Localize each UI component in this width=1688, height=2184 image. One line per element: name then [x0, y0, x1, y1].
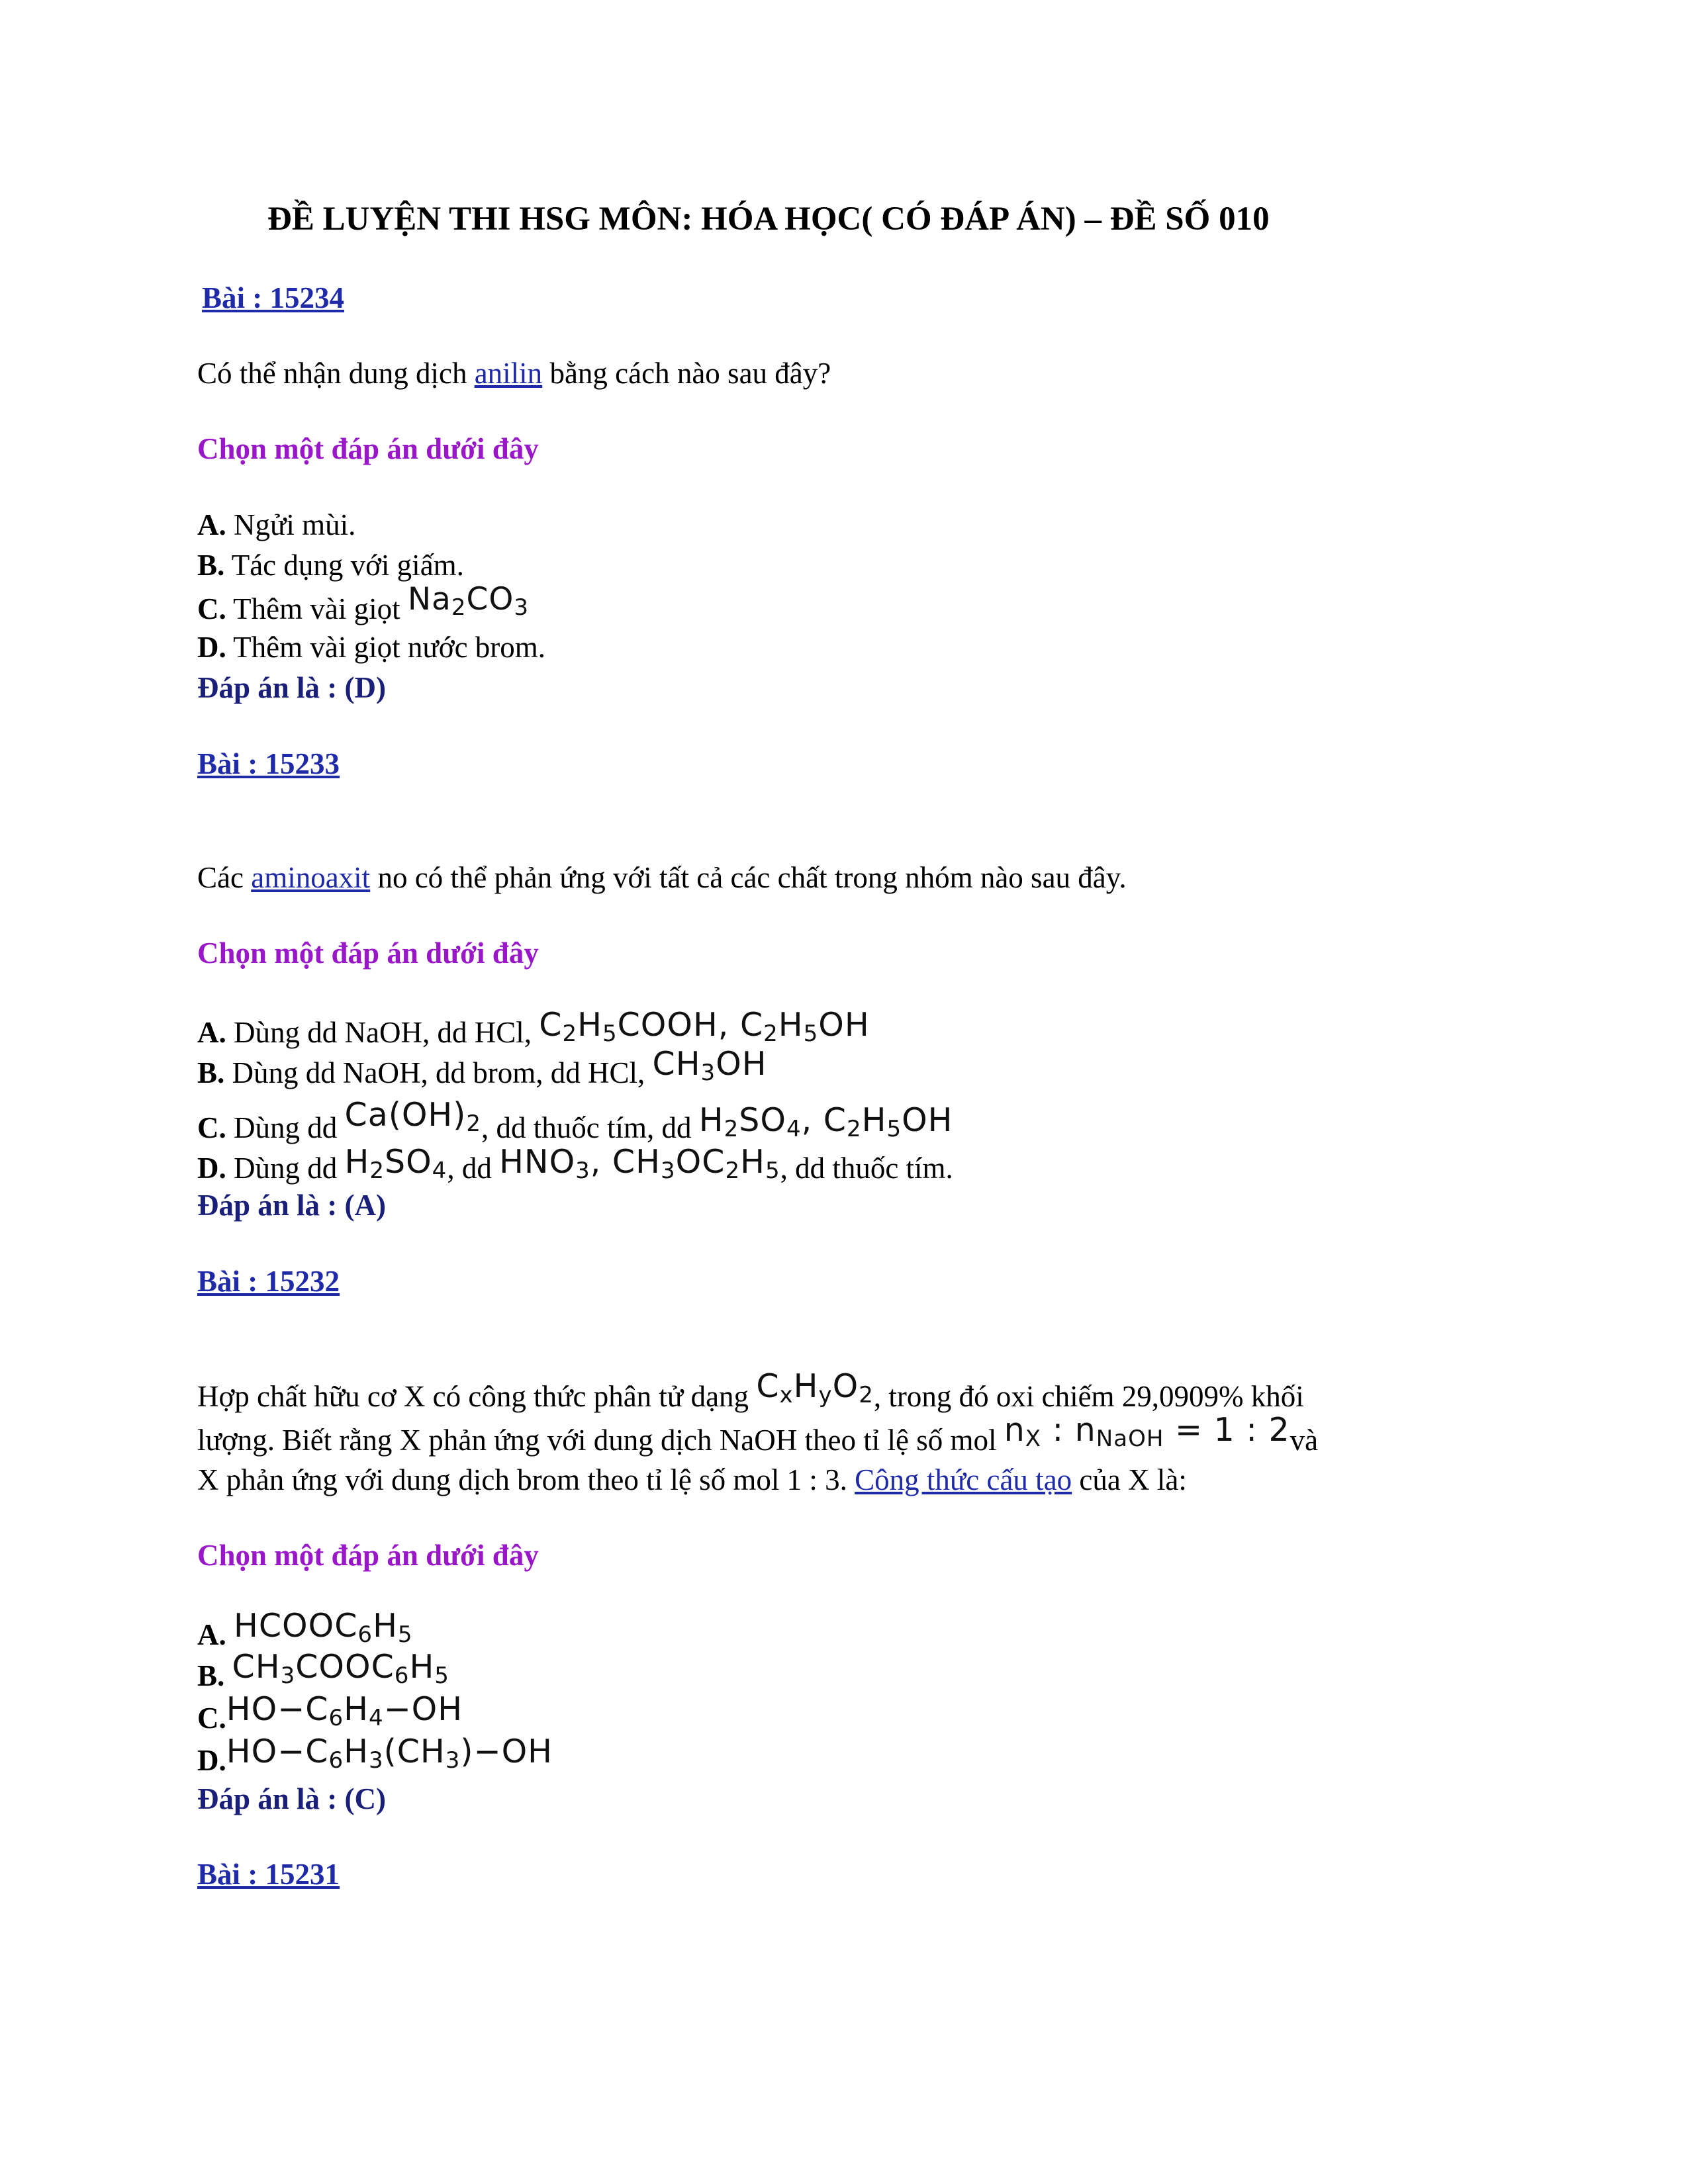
q1-a-text: Ngửi mùi.	[226, 508, 356, 541]
page-title: ĐỀ LUYỆN THI HSG MÔN: HÓA HỌC( CÓ ĐÁP ÁN) – ĐỀ SỐ 010	[267, 201, 1270, 238]
q3-option-d	[197, 1733, 553, 1782]
q1-text-after: bằng cách nào sau đây?	[542, 357, 831, 390]
q3-text-line-2	[197, 1411, 1319, 1461]
q3-l1-after: , trong đó oxi chiếm 29,0909% khối	[873, 1380, 1304, 1413]
q3-b-formula: $CH_3COOC_6H_5$	[232, 1648, 449, 1689]
q1-option-d	[197, 630, 545, 664]
q1-b-text: Tác dụng với giấm.	[224, 549, 464, 582]
q3-answer: Đáp án là : (C)	[197, 1782, 387, 1815]
q1-d-text: Thêm vài giọt nước brom.	[226, 631, 546, 664]
q1-a-letter: A.	[197, 508, 226, 541]
q2-option-a	[197, 1006, 870, 1054]
q1-d-letter: D.	[197, 631, 226, 664]
q3-b-letter: B.	[197, 1659, 225, 1692]
q2-choose-label: Chọn một đáp án dưới đây	[197, 936, 539, 970]
q3-a-formula: $HCOOC_6H_5$	[234, 1607, 413, 1648]
q2-option-d	[197, 1143, 953, 1189]
question-3-heading[interactable]: Bài : 15232	[197, 1265, 340, 1298]
q2-c-formula-2: $H_2SO_4$, $C_2H_5OH$	[698, 1101, 953, 1142]
q2-a-formula: $C_2H_5COOH$, $C_2H_5OH$	[539, 1006, 870, 1047]
q3-l3-before: X phản ứng với dung dịch brom theo tỉ lệ số mol 1 : 3.	[197, 1463, 855, 1496]
q2-d-text: Dùng dd	[226, 1152, 345, 1185]
q2-b-formula: $CH_3OH$	[652, 1045, 767, 1086]
aminoaxit-link[interactable]: aminoaxit	[251, 861, 371, 894]
mole-ratio-formula: $n_X$ : $n_{NaOH} = 1$ : 2	[1004, 1411, 1290, 1452]
q2-d-mid: , dd	[447, 1152, 500, 1185]
q3-l2-before: lượng. Biết rằng X phản ứng với dung dịch NaOH theo tỉ lệ số mol	[197, 1424, 1004, 1457]
question-2-text	[197, 860, 1127, 895]
q3-a-letter: A.	[197, 1618, 226, 1651]
q1-c-letter: C.	[197, 592, 226, 625]
q2-option-b	[197, 1045, 767, 1094]
q1-b-letter: B.	[197, 549, 225, 582]
q2-text-before: Các	[197, 861, 252, 894]
q1-option-c	[197, 581, 529, 630]
question-1-heading[interactable]: Bài : 15234	[202, 281, 345, 314]
q1-choose-label: Chọn một đáp án dưới đây	[197, 432, 539, 465]
question-4-heading[interactable]: Bài : 15231	[197, 1858, 340, 1891]
q1-answer: Đáp án là : (D)	[197, 671, 387, 704]
q3-text-line-3	[197, 1463, 1187, 1497]
q3-l3-after: của X là:	[1072, 1463, 1187, 1496]
q3-d-formula: $HO-C_6H_3(CH_3)-OH$	[226, 1733, 553, 1774]
question-1-text	[197, 356, 831, 390]
q2-d-end: , dd thuốc tím.	[780, 1152, 953, 1185]
q2-answer: Đáp án là : (A)	[197, 1189, 387, 1222]
q2-c-formula-1: $Ca(OH)_2$	[344, 1096, 482, 1137]
q1-option-a	[197, 508, 355, 542]
q3-choose-label: Chọn một đáp án dưới đây	[197, 1539, 539, 1572]
q3-l2-after: và	[1289, 1424, 1319, 1457]
q2-c-text: Dùng dd	[226, 1111, 345, 1144]
q2-d-letter: D.	[197, 1152, 226, 1185]
q2-d-formula-2: $HNO_3$, $CH_3OC_2H_5$	[499, 1143, 780, 1184]
q2-c-mid: , dd thuốc tím, dd	[481, 1111, 699, 1144]
anilin-link[interactable]: anilin	[474, 357, 543, 390]
q1-option-b	[197, 548, 464, 582]
q2-a-letter: A.	[197, 1016, 226, 1049]
question-2-heading[interactable]: Bài : 15233	[197, 747, 340, 780]
q1-text-before: Có thể nhận dung dịch	[197, 357, 475, 390]
cxhyo2-formula: $C_xH_yO_2$	[756, 1367, 874, 1408]
q2-text-after: no có thể phản ứng với tất cả các chất trong nhóm nào sau đây.	[370, 861, 1127, 894]
q3-l1-before: Hợp chất hữu cơ X có công thức phân tử dạng	[197, 1380, 757, 1413]
q2-a-text: Dùng dd NaOH, dd HCl,	[226, 1016, 539, 1049]
q3-c-formula: $HO-C_6H_4-OH$	[226, 1690, 463, 1731]
q2-b-text: Dùng dd NaOH, dd brom, dd HCl,	[224, 1056, 653, 1089]
q2-b-letter: B.	[197, 1056, 225, 1089]
q2-c-letter: C.	[197, 1111, 226, 1144]
q3-c-letter: C.	[197, 1702, 226, 1735]
na2co3-formula: $Na_2CO_3$	[407, 581, 529, 621]
q1-c-text: Thêm vài giọt	[226, 592, 408, 625]
q2-d-formula-1: $H_2SO_4$	[344, 1143, 447, 1184]
q3-d-letter: D.	[197, 1744, 226, 1777]
cong-thuc-cau-tao-link[interactable]: Công thức cấu tạo	[855, 1463, 1072, 1496]
